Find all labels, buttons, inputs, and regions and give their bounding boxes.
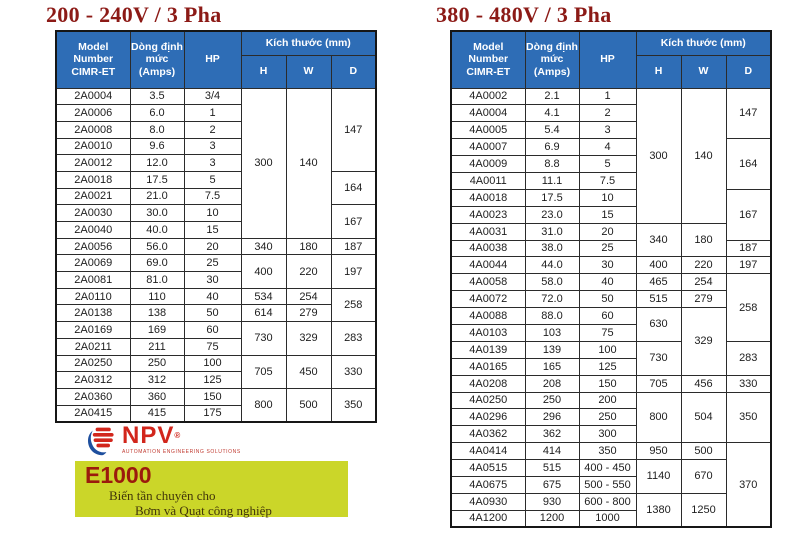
cell-hp: 3: [184, 138, 241, 155]
cell-w: 1250: [681, 493, 726, 527]
cell-h: 730: [241, 322, 286, 355]
spec-panel-200-240v: [55, 30, 377, 423]
table-row: [451, 460, 771, 477]
cell-w: 329: [286, 322, 331, 355]
table-row: [451, 308, 771, 325]
cell-model: 4A1200: [451, 510, 525, 527]
cell-w: 456: [681, 375, 726, 392]
cell-model: 4A0675: [451, 476, 525, 493]
col-header-amps: Dòng định mức (Amps): [130, 31, 184, 88]
cell-amps: 56.0: [130, 238, 184, 255]
cell-d: 350: [331, 388, 376, 421]
section-title-380-480v: 380 - 480V / 3 Pha: [436, 2, 612, 27]
cell-amps: 6.9: [525, 139, 579, 156]
cell-amps: 414: [525, 443, 579, 460]
cell-w: 329: [681, 308, 726, 376]
cell-amps: 360: [130, 388, 184, 405]
cell-amps: 138: [130, 305, 184, 322]
cell-w: 140: [681, 88, 726, 223]
cell-w: 220: [286, 255, 331, 288]
npv-logo: [86, 424, 241, 456]
cell-amps: 169: [130, 322, 184, 339]
col-header-amps: Dòng định mức (Amps): [525, 31, 579, 88]
cell-model: 4A0414: [451, 443, 525, 460]
cell-h: 1380: [636, 493, 681, 527]
cell-amps: 6.0: [130, 105, 184, 122]
cell-amps: 110: [130, 288, 184, 305]
cell-h: 340: [636, 223, 681, 257]
cell-d: 164: [331, 171, 376, 204]
cell-amps: 17.5: [525, 189, 579, 206]
cell-amps: 1200: [525, 510, 579, 527]
cell-model: 4A0002: [451, 88, 525, 105]
cell-model: 4A0007: [451, 139, 525, 156]
cell-hp: 40: [184, 288, 241, 305]
cell-w: 670: [681, 460, 726, 494]
cell-model: 4A0011: [451, 172, 525, 189]
cell-model: 2A0169: [56, 322, 130, 339]
table-row: [56, 238, 376, 255]
cell-hp: 50: [184, 305, 241, 322]
cell-hp: 2: [184, 121, 241, 138]
header-row: [451, 31, 771, 55]
cell-hp: 100: [184, 355, 241, 372]
cell-h: 705: [241, 355, 286, 388]
cell-amps: 31.0: [525, 223, 579, 240]
col-header-w: W: [286, 55, 331, 88]
cell-model: 4A0362: [451, 426, 525, 443]
spec-table-200-240v: [55, 30, 377, 423]
table-row: [451, 392, 771, 409]
cell-model: 2A0138: [56, 305, 130, 322]
cell-amps: 930: [525, 493, 579, 510]
cell-amps: 2.1: [525, 88, 579, 105]
cell-hp: 5: [579, 156, 636, 173]
cell-hp: 20: [184, 238, 241, 255]
cell-model: 4A0296: [451, 409, 525, 426]
cell-amps: 44.0: [525, 257, 579, 274]
cell-amps: 139: [525, 341, 579, 358]
cell-w: 254: [681, 274, 726, 291]
cell-model: 2A0018: [56, 171, 130, 188]
cell-hp: 500 - 550: [579, 476, 636, 493]
cell-w: 504: [681, 392, 726, 443]
spec-panel-380-480v: [450, 30, 772, 528]
cell-model: 4A0088: [451, 308, 525, 325]
header-row: [56, 31, 376, 55]
cell-h: 340: [241, 238, 286, 255]
cell-hp: 7.5: [579, 172, 636, 189]
cell-model: 4A0044: [451, 257, 525, 274]
cell-model: 4A0250: [451, 392, 525, 409]
col-header-w: W: [681, 55, 726, 88]
cell-model: 2A0010: [56, 138, 130, 155]
cell-model: 2A0110: [56, 288, 130, 305]
cell-hp: 600 - 800: [579, 493, 636, 510]
cell-model: 2A0415: [56, 405, 130, 422]
cell-model: 4A0009: [451, 156, 525, 173]
cell-hp: 50: [579, 291, 636, 308]
cell-model: 4A0208: [451, 375, 525, 392]
cell-hp: 10: [184, 205, 241, 222]
cell-model: 4A0004: [451, 105, 525, 122]
table-row: [451, 443, 771, 460]
cell-amps: 3.5: [130, 88, 184, 105]
cell-w: 500: [286, 388, 331, 421]
e1000-banner: [75, 461, 348, 517]
cell-w: 279: [681, 291, 726, 308]
cell-hp: 125: [184, 372, 241, 389]
cell-hp: 75: [579, 324, 636, 341]
cell-w: 279: [286, 305, 331, 322]
cell-hp: 350: [579, 443, 636, 460]
cell-amps: 72.0: [525, 291, 579, 308]
cell-model: 4A0072: [451, 291, 525, 308]
cell-h: 800: [241, 388, 286, 421]
cell-hp: 175: [184, 405, 241, 422]
table-row: [56, 388, 376, 405]
cell-d: 187: [726, 240, 771, 257]
col-header-hp: HP: [184, 31, 241, 88]
cell-h: 465: [636, 274, 681, 291]
col-header-hp: HP: [579, 31, 636, 88]
logo-wordmark: NPV®: [122, 422, 182, 449]
cell-amps: 23.0: [525, 206, 579, 223]
cell-hp: 1: [579, 88, 636, 105]
col-header-model: Model Number CIMR-ET: [56, 31, 130, 88]
cell-d: 330: [726, 375, 771, 392]
table-row: [451, 375, 771, 392]
col-header-dimensions: Kích thước (mm): [636, 31, 771, 55]
table-row: [451, 257, 771, 274]
cell-amps: 21.0: [130, 188, 184, 205]
cell-amps: 38.0: [525, 240, 579, 257]
cell-amps: 165: [525, 358, 579, 375]
col-header-dimensions: Kích thước (mm): [241, 31, 376, 55]
banner-description-line1: Biến tần chuyên cho: [109, 488, 216, 503]
cell-hp: 125: [579, 358, 636, 375]
banner-product-name: E1000: [85, 462, 152, 488]
cell-amps: 40.0: [130, 222, 184, 239]
cell-w: 220: [681, 257, 726, 274]
cell-hp: 250: [579, 409, 636, 426]
cell-model: 2A0012: [56, 155, 130, 172]
cell-w: 254: [286, 288, 331, 305]
cell-hp: 3/4: [184, 88, 241, 105]
cell-amps: 250: [525, 392, 579, 409]
cell-d: 370: [726, 443, 771, 527]
cell-amps: 312: [130, 372, 184, 389]
cell-amps: 8.8: [525, 156, 579, 173]
cell-d: 258: [331, 288, 376, 321]
cell-model: 4A0058: [451, 274, 525, 291]
cell-amps: 675: [525, 476, 579, 493]
table-row: [451, 274, 771, 291]
cell-h: 300: [636, 88, 681, 223]
cell-amps: 88.0: [525, 308, 579, 325]
cell-h: 515: [636, 291, 681, 308]
cell-model: 4A0005: [451, 122, 525, 139]
npv-globe-icon: [86, 424, 118, 456]
cell-hp: 200: [579, 392, 636, 409]
cell-hp: 30: [184, 272, 241, 289]
cell-hp: 60: [184, 322, 241, 339]
cell-d: 147: [331, 88, 376, 171]
cell-w: 180: [681, 223, 726, 257]
cell-amps: 81.0: [130, 272, 184, 289]
cell-hp: 15: [579, 206, 636, 223]
cell-d: 283: [726, 341, 771, 375]
cell-hp: 400 - 450: [579, 460, 636, 477]
cell-hp: 75: [184, 338, 241, 355]
cell-amps: 69.0: [130, 255, 184, 272]
cell-d: 167: [726, 189, 771, 240]
table-row: [56, 355, 376, 372]
cell-model: 4A0031: [451, 223, 525, 240]
cell-hp: 1: [184, 105, 241, 122]
cell-amps: 9.6: [130, 138, 184, 155]
cell-amps: 515: [525, 460, 579, 477]
cell-amps: 415: [130, 405, 184, 422]
cell-model: 2A0069: [56, 255, 130, 272]
cell-w: 450: [286, 355, 331, 388]
cell-hp: 40: [579, 274, 636, 291]
cell-w: 180: [286, 238, 331, 255]
cell-hp: 25: [579, 240, 636, 257]
cell-hp: 25: [184, 255, 241, 272]
col-header-h: H: [636, 55, 681, 88]
cell-d: 197: [726, 257, 771, 274]
cell-d: 283: [331, 322, 376, 355]
cell-h: 534: [241, 288, 286, 305]
cell-amps: 4.1: [525, 105, 579, 122]
banner-description-line2: Bơm và Quạt công nghiệp: [135, 503, 272, 518]
table-row: [451, 88, 771, 105]
cell-hp: 7.5: [184, 188, 241, 205]
cell-hp: 15: [184, 222, 241, 239]
table-row: [56, 288, 376, 305]
table-row: [56, 255, 376, 272]
spec-table-380-480v: [450, 30, 772, 528]
cell-model: 4A0018: [451, 189, 525, 206]
cell-w: 500: [681, 443, 726, 460]
cell-hp: 60: [579, 308, 636, 325]
cell-amps: 30.0: [130, 205, 184, 222]
cell-model: 2A0312: [56, 372, 130, 389]
cell-model: 2A0040: [56, 222, 130, 239]
cell-d: 330: [331, 355, 376, 388]
cell-model: 2A0021: [56, 188, 130, 205]
cell-model: 2A0360: [56, 388, 130, 405]
cell-amps: 211: [130, 338, 184, 355]
cell-model: 4A0165: [451, 358, 525, 375]
cell-amps: 362: [525, 426, 579, 443]
cell-model: 4A0515: [451, 460, 525, 477]
cell-model: 2A0008: [56, 121, 130, 138]
cell-h: 1140: [636, 460, 681, 494]
cell-hp: 5: [184, 171, 241, 188]
cell-amps: 103: [525, 324, 579, 341]
cell-h: 614: [241, 305, 286, 322]
cell-model: 4A0930: [451, 493, 525, 510]
cell-h: 400: [636, 257, 681, 274]
table-row: [56, 88, 376, 105]
cell-d: 167: [331, 205, 376, 238]
table-row: [56, 322, 376, 339]
cell-model: 4A0139: [451, 341, 525, 358]
cell-hp: 2: [579, 105, 636, 122]
cell-amps: 58.0: [525, 274, 579, 291]
cell-h: 705: [636, 375, 681, 392]
cell-d: 258: [726, 274, 771, 342]
cell-h: 950: [636, 443, 681, 460]
table-row: [451, 223, 771, 240]
cell-model: 2A0081: [56, 272, 130, 289]
cell-h: 630: [636, 308, 681, 342]
cell-h: 730: [636, 341, 681, 375]
table-row: [451, 493, 771, 510]
cell-d: 164: [726, 139, 771, 190]
cell-amps: 12.0: [130, 155, 184, 172]
cell-model: 4A0103: [451, 324, 525, 341]
registered-mark: ®: [174, 431, 182, 440]
cell-model: 2A0004: [56, 88, 130, 105]
col-header-model: Model Number CIMR-ET: [451, 31, 525, 88]
cell-hp: 1000: [579, 510, 636, 527]
cell-d: 197: [331, 255, 376, 288]
cell-h: 800: [636, 392, 681, 443]
cell-model: 2A0030: [56, 205, 130, 222]
cell-hp: 300: [579, 426, 636, 443]
cell-hp: 20: [579, 223, 636, 240]
cell-hp: 100: [579, 341, 636, 358]
cell-hp: 10: [579, 189, 636, 206]
cell-model: 2A0211: [56, 338, 130, 355]
cell-model: 2A0250: [56, 355, 130, 372]
cell-h: 400: [241, 255, 286, 288]
cell-hp: 30: [579, 257, 636, 274]
cell-amps: 296: [525, 409, 579, 426]
cell-model: 4A0023: [451, 206, 525, 223]
cell-amps: 5.4: [525, 122, 579, 139]
section-title-200-240v: 200 - 240V / 3 Pha: [46, 2, 222, 27]
cell-amps: 208: [525, 375, 579, 392]
col-header-h: H: [241, 55, 286, 88]
col-header-d: D: [726, 55, 771, 88]
cell-h: 300: [241, 88, 286, 238]
cell-model: 2A0056: [56, 238, 130, 255]
cell-hp: 150: [184, 388, 241, 405]
cell-amps: 17.5: [130, 171, 184, 188]
logo-text-column: [122, 424, 241, 455]
logo-tagline: AUTOMATION ENGINEERING SOLUTIONS: [122, 449, 241, 455]
cell-hp: 3: [184, 155, 241, 172]
cell-hp: 150: [579, 375, 636, 392]
cell-amps: 8.0: [130, 121, 184, 138]
cell-hp: 4: [579, 139, 636, 156]
cell-d: 187: [331, 238, 376, 255]
cell-d: 147: [726, 88, 771, 139]
cell-model: 2A0006: [56, 105, 130, 122]
cell-amps: 11.1: [525, 172, 579, 189]
cell-amps: 250: [130, 355, 184, 372]
cell-w: 140: [286, 88, 331, 238]
table-row: [56, 305, 376, 322]
cell-d: 350: [726, 392, 771, 443]
col-header-d: D: [331, 55, 376, 88]
cell-model: 4A0038: [451, 240, 525, 257]
table-row: [451, 291, 771, 308]
cell-hp: 3: [579, 122, 636, 139]
